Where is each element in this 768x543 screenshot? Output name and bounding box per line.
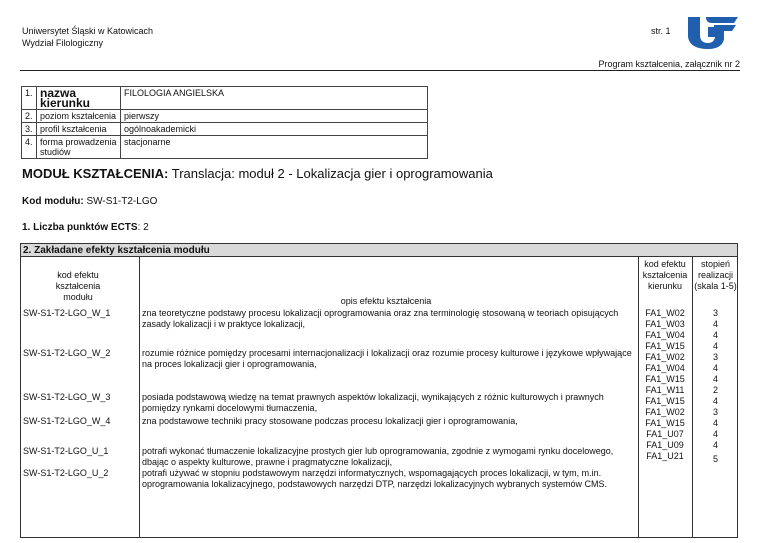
info-row: 3. profil kształcenia ogólnoakademicki: [22, 123, 428, 136]
direction-code: FA1_U09: [646, 440, 684, 450]
degree-value: 4: [712, 341, 718, 351]
degree-value: 4: [712, 374, 718, 384]
outcomes-section-title: 2. Zakładane efekty kształcenia modułu: [21, 244, 737, 257]
direction-code: FA1_W02: [645, 308, 685, 318]
faculty-name: Wydział Filologiczny: [22, 38, 103, 48]
direction-code: FA1_W15: [645, 396, 685, 406]
outcome-code: SW-S1-T2-LGO_W_4: [23, 416, 111, 426]
degree-value: 4: [712, 440, 718, 450]
direction-code: FA1_U07: [646, 429, 684, 439]
degree-value: 3: [712, 352, 718, 362]
direction-code: FA1_W11: [645, 385, 685, 395]
outcome-desc: zna podstawowe techniki pracy stosowane podczas procesu lokalizacji gier i oprogramowania,: [142, 416, 518, 426]
outcome-desc: rozumie różnice pomiędzy procesami internacjonalizacji i lokalizacji oraz rozumie procesy kulturowe i językowe wpływające na proces lokalizacji gier i oprogramowania,: [142, 348, 632, 369]
direction-code: FA1_W04: [645, 330, 685, 340]
page-number: str. 1: [651, 26, 671, 36]
info-row: 2. poziom kształcenia pierwszy: [22, 110, 428, 123]
outcome-code: SW-S1-T2-LGO_W_2: [23, 348, 111, 358]
outcome-code: SW-S1-T2-LGO_W_3: [23, 392, 111, 402]
degree-value: 2: [712, 385, 718, 395]
degree-value: 4: [712, 418, 718, 428]
outcome-desc: zna teoretyczne podstawy procesu lokalizacji oprogramowania oraz zna terminologię stosowaną w teoriach opisujących zasady lokalizacji i w praktyce lokalizacji,: [142, 308, 619, 329]
col-header-degree: stopień realizacji (skala 1-5): [694, 259, 737, 291]
direction-code: FA1_W02: [645, 407, 685, 417]
outcome-code: SW-S1-T2-LGO_U_1: [23, 446, 109, 456]
degree-value: 4: [712, 429, 718, 439]
degree-value: 3: [712, 308, 718, 318]
direction-code: FA1_U21: [646, 451, 684, 461]
col-header-direction-code: kod efektu kształcenia kierunku: [642, 259, 688, 291]
university-name: Uniwersytet Śląski w Katowicach: [22, 26, 154, 36]
ects-points: 1. Liczba punktów ECTS: 2: [22, 222, 149, 233]
col-header-desc: opis efektu kształcenia: [340, 296, 432, 306]
university-logo: [684, 13, 740, 51]
degrees-column: [693, 308, 738, 465]
degree-value: 4: [712, 319, 718, 329]
info-row: 4. forma prowadzenia studiów stacjonarne: [22, 136, 428, 159]
outcome-desc: potrafi wykonać tłumaczenie lokalizacyjne prostych gier lub oprogramowania, zgodnie z wymogami rynku docelowego, dbając o aspekty kulturowe, prawne i pragmatyczne lokalizacji,: [142, 446, 614, 467]
info-table: [21, 86, 428, 159]
direction-code: FA1_W04: [645, 363, 685, 373]
module-code: Kod modułu: SW-S1-T2-LGO: [22, 196, 158, 207]
outcome-desc: posiada podstawową wiedzę na temat prawnych aspektów lokalizacji, wynikających z różnic kulturowych i prawnych pomiędzy rynkami docelowymi tłumaczenia,: [142, 392, 604, 413]
degree-value: 4: [712, 330, 718, 340]
outcome-code: SW-S1-T2-LGO_W_1: [23, 308, 111, 318]
degree-value: 3: [712, 407, 718, 417]
direction-code: FA1_W15: [645, 374, 685, 384]
outcome-desc: potrafi używać w stopniu podstawowym narzędzi informatycznych, wspomagających proces lokalizacji, w tym, m.in. oprogramowania lokalizacyjnego, podstawowych narzędzi DTP, narzędzi lokalizacyjnych wybranych systemów CMS.: [142, 468, 608, 489]
col-header-code: kod efektu kształcenia modułu: [55, 270, 101, 302]
header-divider: [20, 70, 740, 71]
degree-value: 4: [712, 396, 718, 406]
degree-value: 4: [712, 363, 718, 373]
info-row: 1. nazwa kierunku FILOLOGIA ANGIELSKA: [22, 87, 428, 110]
direction-code: FA1_W02: [645, 352, 685, 362]
module-title: MODUŁ KSZTAŁCENIA: Translacja: moduł 2 - Lokalizacja gier i oprogramowania: [22, 166, 493, 181]
direction-code: FA1_W03: [645, 319, 685, 329]
direction-code: FA1_W15: [645, 418, 685, 428]
degree-value: 5: [712, 454, 718, 464]
outcomes-table: [20, 243, 738, 538]
program-attachment: Program kształcenia, załącznik nr 2: [598, 59, 740, 69]
direction-codes-column: [638, 308, 692, 462]
direction-code: FA1_W15: [645, 341, 685, 351]
outcome-code: SW-S1-T2-LGO_U_2: [23, 468, 109, 478]
